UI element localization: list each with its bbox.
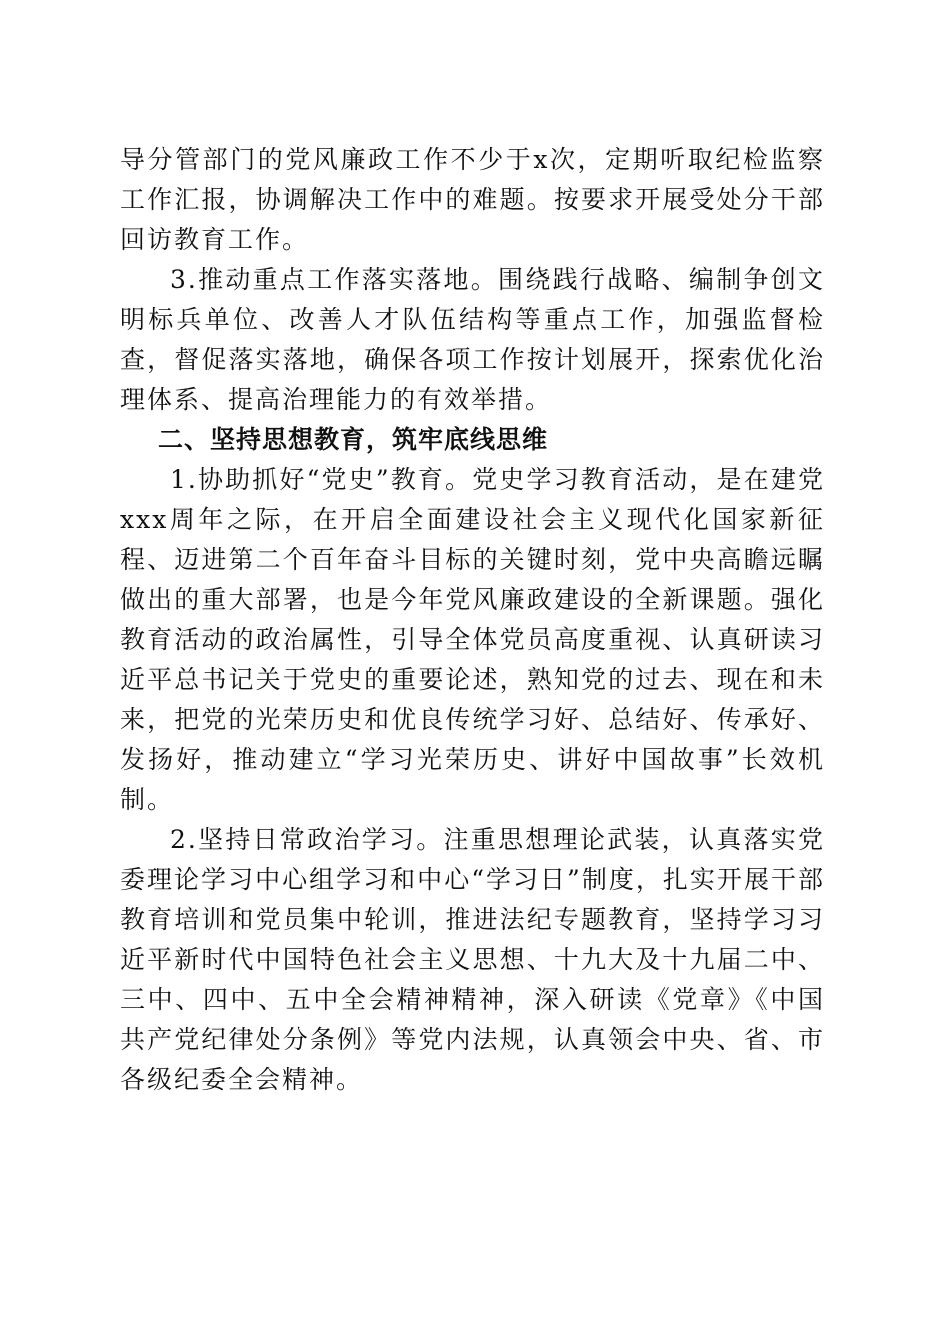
paragraph-item-3: 3.推动重点工作落实落地。围绕践行战略、编制争创文明标兵单位、改善人才队伍结构等重点工作，加强监督检查，督促落实落地，确保各项工作按计划展开，探索优化治理体系、提高治理能力的有效举措。: [120, 265, 825, 414]
paragraph-item-1: 1.协助抓好“党史”教育。党史学习教育活动，是在建党xxx周年之际，在开启全面建设社会主义现代化国家新征程、迈进第二个百年奋斗目标的关键时刻，党中央高瞻远瞩做出的重大部署，也是今年党风廉政建设的全新课题。强化教育活动的政治属性，引导全体党员高度重视、认真研读习近平总书记关于党史的重要论述，熟知党的过去、现在和未来，把党的光荣历史和优良传统学习好、总结好、传承好、发扬好，推动建立“学习光荣历史、讲好中国故事”长效机制。: [120, 465, 825, 814]
paragraph-item-2: 2.坚持日常政治学习。注重思想理论武装，认真落实党委理论学习中心组学习和中心“学习日”制度，扎实开展干部教育培训和党员集中轮训，推进法纪专题教育，坚持学习习近平新时代中国特色社会主义思想、十九大及十九届二中、三中、四中、五中全会精神精神，深入研读《党章》《中国共产党纪律处分条例》等党内法规，认真领会中央、省、市各级纪委全会精神。: [120, 825, 825, 1094]
document-page: [120, 140, 825, 1100]
paragraph-continuation: 导分管部门的党风廉政工作不少于x次，定期听取纪检监察工作汇报，协调解决工作中的难题。按要求开展受处分干部回访教育工作。: [120, 145, 825, 254]
section-heading-2: 二、坚持思想教育，筑牢底线思维: [158, 425, 549, 454]
